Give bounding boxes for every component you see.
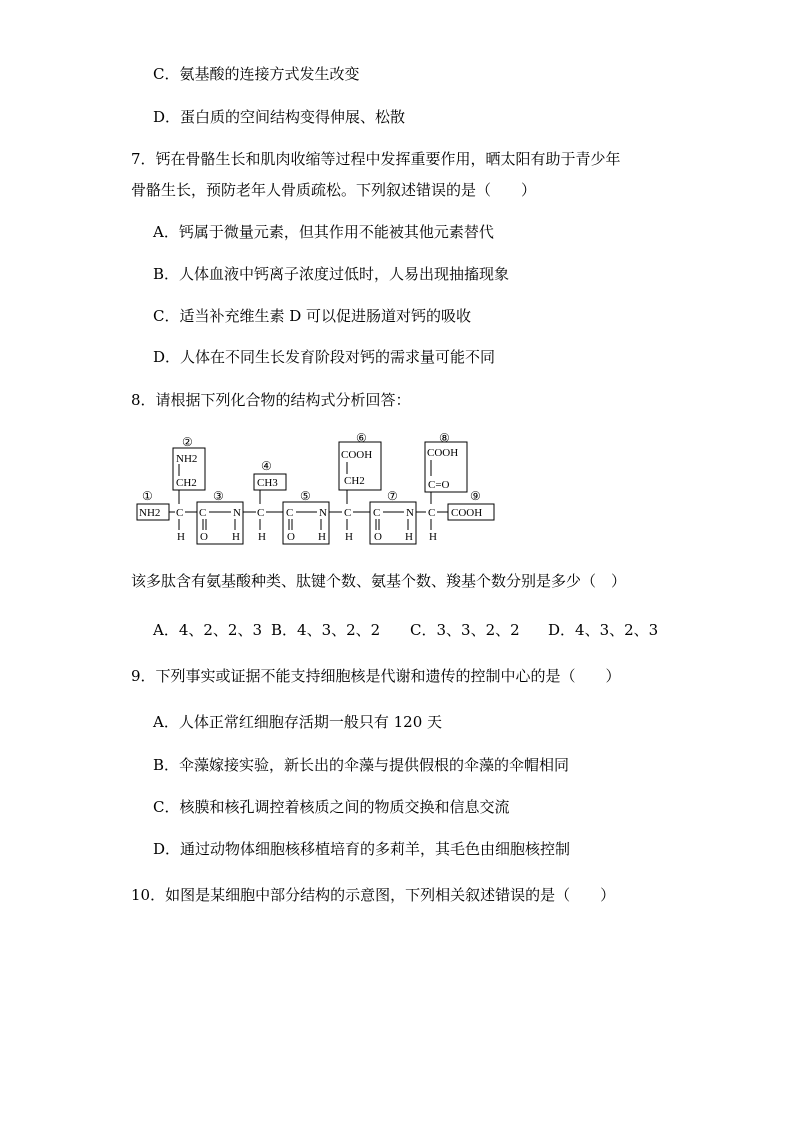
svg-text:H: H [177, 531, 185, 543]
svg-text:NH2: NH2 [176, 453, 198, 465]
label-9: ⑨ [470, 489, 481, 503]
q8-option-b: B．4、3、2、2 [271, 621, 381, 639]
q9-option-a: A．人体正常红细胞存活期一般只有 120 天 [153, 713, 443, 731]
svg-text:C: C [344, 507, 352, 519]
svg-text:O: O [374, 531, 382, 543]
label-1: ① [142, 489, 153, 503]
svg-text:H: H [318, 531, 326, 543]
q8-question: 该多肽含有氨基酸种类、肽键个数、氨基个数、羧基个数分别是多少（ ） [131, 572, 627, 590]
label-4: ④ [261, 459, 272, 473]
q7-stem-line1: 7．钙在骨骼生长和肌肉收缩等过程中发挥重要作用，晒太阳有助于青少年 [131, 150, 621, 168]
q9-stem: 9．下列事实或证据不能支持细胞核是代谢和遗传的控制中心的是（ ） [131, 667, 621, 685]
q6-option-d: D．蛋白质的空间结构变得伸展、松散 [153, 108, 406, 126]
polypeptide-structure-figure [130, 424, 510, 552]
q9-option-d: D．通过动物体细胞核移植培育的多莉羊，其毛色由细胞核控制 [153, 840, 571, 858]
q8-option-a: A．4、2、2、3 [153, 621, 263, 639]
svg-text:C: C [257, 507, 265, 519]
svg-text:NH2: NH2 [139, 507, 161, 519]
svg-text:COOH: COOH [427, 447, 459, 459]
svg-text:COOH: COOH [341, 449, 373, 461]
svg-text:N: N [319, 507, 327, 519]
svg-text:CH2: CH2 [344, 475, 365, 487]
q10-stem: 10．如图是某细胞中部分结构的示意图，下列相关叙述错误的是（ ） [131, 886, 616, 904]
label-7: ⑦ [387, 489, 398, 503]
q9-option-c: C．核膜和核孔调控着核质之间的物质交换和信息交流 [153, 798, 510, 816]
q9-option-b: B．伞藻嫁接实验，新长出的伞藻与提供假根的伞藻的伞帽相同 [153, 756, 570, 774]
svg-text:O: O [287, 531, 295, 543]
svg-text:H: H [345, 531, 353, 543]
q7-option-a: A．钙属于微量元素，但其作用不能被其他元素替代 [153, 223, 494, 241]
svg-text:H: H [405, 531, 413, 543]
q7-option-d: D．人体在不同生长发育阶段对钙的需求量可能不同 [153, 348, 496, 366]
svg-text:C: C [199, 507, 207, 519]
svg-text:CH2: CH2 [176, 477, 197, 489]
svg-text:H: H [232, 531, 240, 543]
label-3: ③ [213, 489, 224, 503]
label-8: ⑧ [439, 431, 450, 445]
svg-text:CH3: CH3 [257, 477, 278, 489]
svg-text:H: H [429, 531, 437, 543]
svg-text:C: C [428, 507, 436, 519]
label-5: ⑤ [300, 489, 311, 503]
q8-option-c: C．3、3、2、2 [410, 621, 520, 639]
q8-option-d: D．4、3、2、3 [548, 621, 659, 639]
q8-options-row [153, 620, 673, 640]
svg-text:N: N [406, 507, 414, 519]
label-2: ② [182, 435, 193, 449]
svg-text:C: C [286, 507, 294, 519]
label-6: ⑥ [356, 431, 367, 445]
q8-stem: 8．请根据下列化合物的结构式分析回答： [131, 391, 411, 409]
q7-option-b: B．人体血液中钙离子浓度过低时，人易出现抽搐现象 [153, 265, 510, 283]
svg-text:COOH: COOH [451, 507, 483, 519]
svg-text:C=O: C=O [428, 479, 450, 491]
svg-text:H: H [258, 531, 266, 543]
svg-text:C: C [373, 507, 381, 519]
svg-text:N: N [233, 507, 241, 519]
q7-option-c: C．适当补充维生素 D 可以促进肠道对钙的吸收 [153, 307, 472, 325]
svg-text:O: O [200, 531, 208, 543]
q7-stem-line2: 骨骼生长，预防老年人骨质疏松。下列叙述错误的是（ ） [131, 181, 537, 199]
svg-text:C: C [176, 507, 184, 519]
q6-option-c: C．氨基酸的连接方式发生改变 [153, 65, 360, 83]
